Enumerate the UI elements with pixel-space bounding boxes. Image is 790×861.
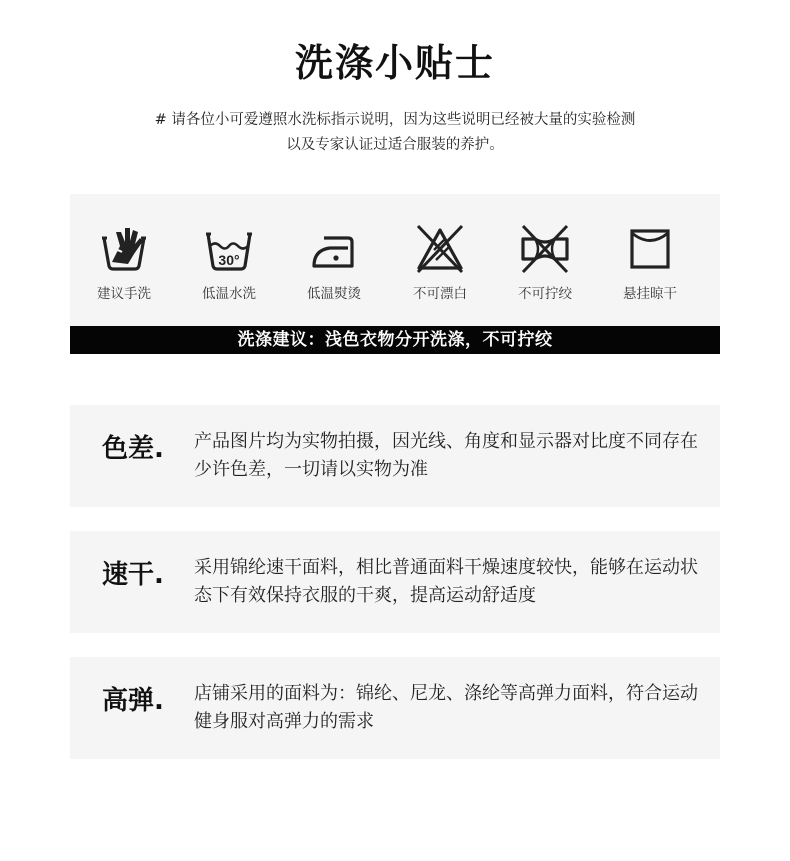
page-title: 洗涤小贴士 — [294, 41, 495, 85]
care-label: 低温熨烫 — [307, 286, 361, 302]
feature-card-high-elastic — [70, 657, 720, 759]
intro-text — [0, 108, 790, 158]
care-item-iron — [281, 224, 387, 302]
hand-wash-icon — [98, 224, 150, 274]
care-label: 建议手洗 — [97, 286, 151, 302]
care-item-no-wring — [492, 224, 598, 302]
feature-title: 高弹. — [102, 686, 164, 716]
feature-text: 店铺采用的面料为：锦纶、尼龙、涤纶等高弹力面料，符合运动健身服对高弹力的需求 — [194, 683, 698, 732]
intro-line-2: 以及专家认证过适合服装的养护。 — [286, 137, 504, 153]
care-item-wash-30 — [176, 224, 282, 302]
care-label: 不可拧绞 — [518, 286, 572, 302]
feature-title: 色差. — [102, 434, 164, 464]
care-item-hang-dry — [597, 224, 703, 302]
care-label: 低温水洗 — [202, 286, 256, 302]
feature-text: 产品图片均为实物拍摄，因光线、角度和显示器对比度不同存在少许色差，一切请以实物为准 — [194, 431, 698, 480]
wash-advice-bar: 洗涤建议：浅色衣物分开洗涤，不可拧绞 — [70, 326, 720, 354]
no-bleach-icon — [414, 224, 466, 274]
care-label: 不可漂白 — [413, 286, 467, 302]
feature-text: 采用锦纶速干面料，相比普通面料干燥速度较快，能够在运动状态下有效保持衣服的干爽，提高运动舒适度 — [194, 557, 698, 606]
hang-dry-icon — [624, 224, 676, 274]
wash-30-icon — [203, 224, 255, 274]
care-icon-panel — [70, 194, 720, 326]
no-wring-icon — [519, 224, 571, 274]
iron-low-icon — [308, 224, 360, 274]
feature-card-quick-dry — [70, 531, 720, 633]
care-item-no-bleach — [387, 224, 493, 302]
care-item-hand-wash — [71, 224, 177, 302]
feature-title: 速干. — [102, 560, 164, 590]
feature-card-color-difference — [70, 405, 720, 507]
intro-line-1: # 请各位小可爱遵照水洗标指示说明，因为这些说明已经被大量的实验检测 — [154, 112, 636, 128]
care-label: 悬挂晾干 — [623, 286, 677, 302]
care-icon-row — [70, 224, 720, 314]
wash-temp-text: 30° — [218, 252, 240, 268]
